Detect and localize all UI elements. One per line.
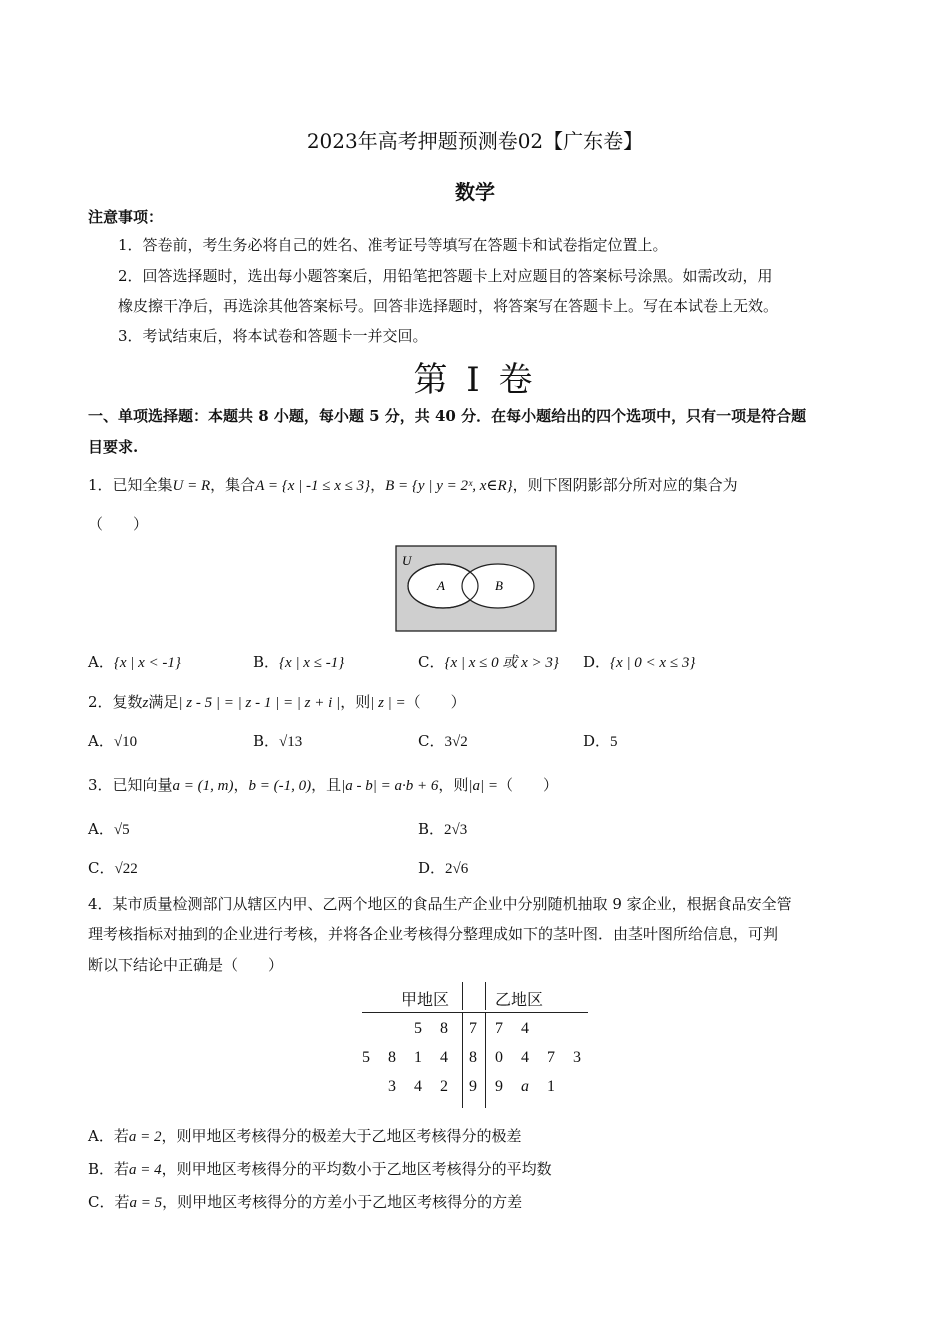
q2-tail: ，则 (340, 693, 371, 711)
stem-leaf-hline (362, 1012, 588, 1013)
q4-option-a-label: A．若 (88, 1127, 129, 1145)
q2-ask: | z | = (370, 695, 406, 711)
volume-title: 第 I 卷 (413, 360, 537, 400)
stem-leaf-left-leaf: 4 (440, 1049, 448, 1066)
stem-leaf-right-leaf: 4 (521, 1049, 529, 1066)
q3-option-d-text: 2√6 (445, 861, 469, 877)
q2-option-c[interactable] (418, 730, 468, 751)
q4-option-b-cond: a = 4 (129, 1162, 162, 1178)
q2-option-c-text: 3√2 (444, 734, 468, 750)
stem-leaf-left-leaf: 8 (440, 1020, 448, 1037)
stem-leaf-right-leaf: 4 (521, 1020, 529, 1037)
stem-leaf-plot (362, 982, 590, 1110)
stem-leaf-left-header: 甲地区 (401, 990, 450, 1009)
q2-prefix: 2．复数 (88, 693, 143, 711)
q2-option-a[interactable] (88, 730, 137, 751)
q4-line-3: 断以下结论中正确是（ ） (88, 956, 284, 974)
q1-option-b[interactable] (253, 651, 344, 672)
stem-leaf-right-leaf: a (521, 1078, 529, 1095)
stem-leaf-left-leaf: 4 (414, 1078, 422, 1095)
q4-option-c-label: C．若 (88, 1193, 130, 1211)
venn-label-u: U (402, 553, 412, 568)
q4-option-a-text: ，则甲地区考核得分的极差大于乙地区考核得分的极差 (161, 1127, 522, 1145)
q1-universe: U = R (172, 478, 211, 494)
stem-leaf-stem: 7 (469, 1020, 477, 1037)
notice-item-3: 3．考试结束后，将本试卷和答题卡一并交回。 (118, 327, 428, 345)
q3-option-a-text: √5 (113, 822, 130, 838)
q3-option-a[interactable] (88, 818, 130, 839)
notice-item-1: 1．答卷前，考生务必将自己的姓名、准考证号等填写在答题卡和试卷指定位置上。 (118, 236, 668, 254)
notice-heading: 注意事项： (88, 208, 164, 226)
q1-option-d-text: {x | 0 < x ≤ 3} (610, 655, 696, 671)
q4-option-a[interactable] (88, 1125, 521, 1146)
q2-option-a-text: √10 (113, 734, 138, 750)
q2-paren: （ ） (405, 693, 466, 711)
q2-mid: 满足 (148, 693, 179, 711)
q1-tail: ，则下图阴影部分所对应的集合为 (512, 476, 738, 494)
q1-option-b-text: {x | x ≤ -1} (279, 655, 345, 671)
stem-leaf-right-leaf: 3 (573, 1049, 581, 1066)
q3-option-b-label: B． (418, 820, 445, 838)
stem-leaf-vline-top-right (485, 982, 486, 1010)
q4-line-1: 4．某市质量检测部门从辖区内甲、乙两个地区的食品生产企业中分别随机抽取 9 家企业，根据食品安全管 (88, 895, 792, 913)
q4-line-2: 理考核指标对抽到的企业进行考核，并将各企业考核得分整理成如下的茎叶图．由茎叶图所给信息，可判 (88, 925, 779, 943)
venn-diagram (395, 545, 557, 632)
q4-option-c-text: ，则甲地区考核得分的方差小于乙地区考核得分的方差 (162, 1193, 523, 1211)
stem-leaf-right-header: 乙地区 (495, 990, 544, 1009)
q1-set-b: B = {y | y = 2ˣ, x∈R} (385, 478, 513, 494)
stem-leaf-left-leaf: 5 (414, 1020, 422, 1037)
q1-option-a-text: {x | x < -1} (113, 655, 181, 671)
question-1-stem (88, 474, 738, 495)
q3-option-b-text: 2√3 (444, 822, 468, 838)
q3-sep: ， (233, 776, 249, 794)
q2-option-a-label: A． (88, 732, 114, 750)
q1-option-c[interactable] (418, 651, 559, 672)
q3-tail: ，则 (438, 776, 469, 794)
stem-leaf-stem: 8 (469, 1049, 477, 1066)
q3-ask: |a| = (468, 778, 499, 794)
q2-option-c-label: C． (418, 732, 445, 750)
q3-vec-b: b = (-1, 0) (248, 778, 312, 794)
q3-option-d[interactable] (418, 857, 468, 878)
q2-option-b[interactable] (253, 730, 302, 751)
section-heading-line2: 目要求. (88, 438, 139, 456)
q1-prefix: 1．已知全集 (88, 476, 173, 494)
q4-option-c[interactable] (88, 1191, 522, 1212)
stem-leaf-right-leaf: 7 (547, 1049, 555, 1066)
stem-leaf-left-leaf: 1 (414, 1049, 422, 1066)
q1-paren: （ ） (88, 515, 149, 533)
q1-set-a: A = {x | -1 ≤ x ≤ 3} (255, 478, 371, 494)
notice-item-2-line2: 橡皮擦干净后，再选涂其他答案标号。回答非选择题时，将答案写在答题卡上。写在本试卷上无效。 (118, 297, 779, 315)
q4-option-b-label: B．若 (88, 1160, 130, 1178)
q3-option-d-label: D． (418, 859, 446, 877)
q1-option-d[interactable] (583, 651, 695, 672)
question-3-stem (88, 774, 558, 795)
q3-option-a-label: A． (88, 820, 114, 838)
stem-leaf-vline-right (485, 1012, 486, 1108)
q2-option-b-text: √13 (279, 734, 303, 750)
q3-option-c-text: √22 (114, 861, 138, 877)
stem-leaf-left-leaf: 5 (362, 1049, 370, 1066)
venn-label-b: B (495, 578, 503, 593)
stem-leaf-stem: 9 (469, 1078, 477, 1095)
question-2-stem (88, 691, 466, 712)
stem-leaf-left-leaf: 2 (440, 1078, 448, 1095)
stem-leaf-right-leaf: 9 (495, 1078, 503, 1095)
q2-option-d-label: D． (583, 732, 611, 750)
q1-option-c-label: C． (418, 653, 445, 671)
q2-option-d-text: 5 (610, 734, 618, 750)
q4-option-b-text: ，则甲地区考核得分的平均数小于乙地区考核得分的平均数 (161, 1160, 552, 1178)
stem-leaf-left-leaf: 8 (388, 1049, 396, 1066)
q3-vec-a: a = (1, m) (172, 778, 234, 794)
stem-leaf-right-leaf: 1 (547, 1078, 555, 1095)
subject-title: 数学 (455, 180, 495, 204)
q1-sep: ， (370, 476, 386, 494)
section-heading-line1: 一、单项选择题：本题共 8 小题，每小题 5 分，共 40 分．在每小题给出的四个选项中，只有一项是符合题 (88, 407, 807, 425)
q3-option-b[interactable] (418, 818, 467, 839)
q1-option-d-label: D． (583, 653, 611, 671)
q1-mid: ，集合 (210, 476, 256, 494)
q3-condition: |a - b| = a·b + 6 (341, 778, 439, 794)
q1-option-a[interactable] (88, 651, 181, 672)
stem-leaf-right-leaf: 0 (495, 1049, 503, 1066)
q3-paren: （ ） (498, 776, 559, 794)
q1-option-c-text: {x | x ≤ 0 或 x > 3} (444, 655, 559, 671)
stem-leaf-vline-left (462, 1012, 463, 1108)
q2-condition: | z - 5 | = | z - 1 | = | z + i | (178, 695, 341, 711)
venn-label-a: A (437, 578, 445, 593)
q4-option-b[interactable] (88, 1158, 552, 1179)
stem-leaf-vline-top-left (462, 982, 463, 1010)
q4-option-c-cond: a = 5 (129, 1195, 163, 1211)
stem-leaf-right-leaf: 7 (495, 1020, 503, 1037)
q2-option-d[interactable] (583, 730, 618, 751)
notice-item-2-line1: 2．回答选择题时，选出每小题答案后，用铅笔把答题卡上对应题目的答案标号涂黑。如需改动，用 (118, 267, 773, 285)
q2-var: z (142, 695, 149, 711)
exam-title: 2023年高考押题预测卷02【广东卷】 (306, 129, 644, 153)
q2-option-b-label: B． (253, 732, 280, 750)
q3-option-c[interactable] (88, 857, 138, 878)
q3-prefix: 3．已知向量 (88, 776, 173, 794)
stem-leaf-left-leaf: 3 (388, 1078, 396, 1095)
q4-option-a-cond: a = 2 (128, 1129, 162, 1145)
q3-option-c-label: C． (88, 859, 115, 877)
q1-option-b-label: B． (253, 653, 280, 671)
q1-option-a-label: A． (88, 653, 114, 671)
q3-mid: ，且 (311, 776, 342, 794)
